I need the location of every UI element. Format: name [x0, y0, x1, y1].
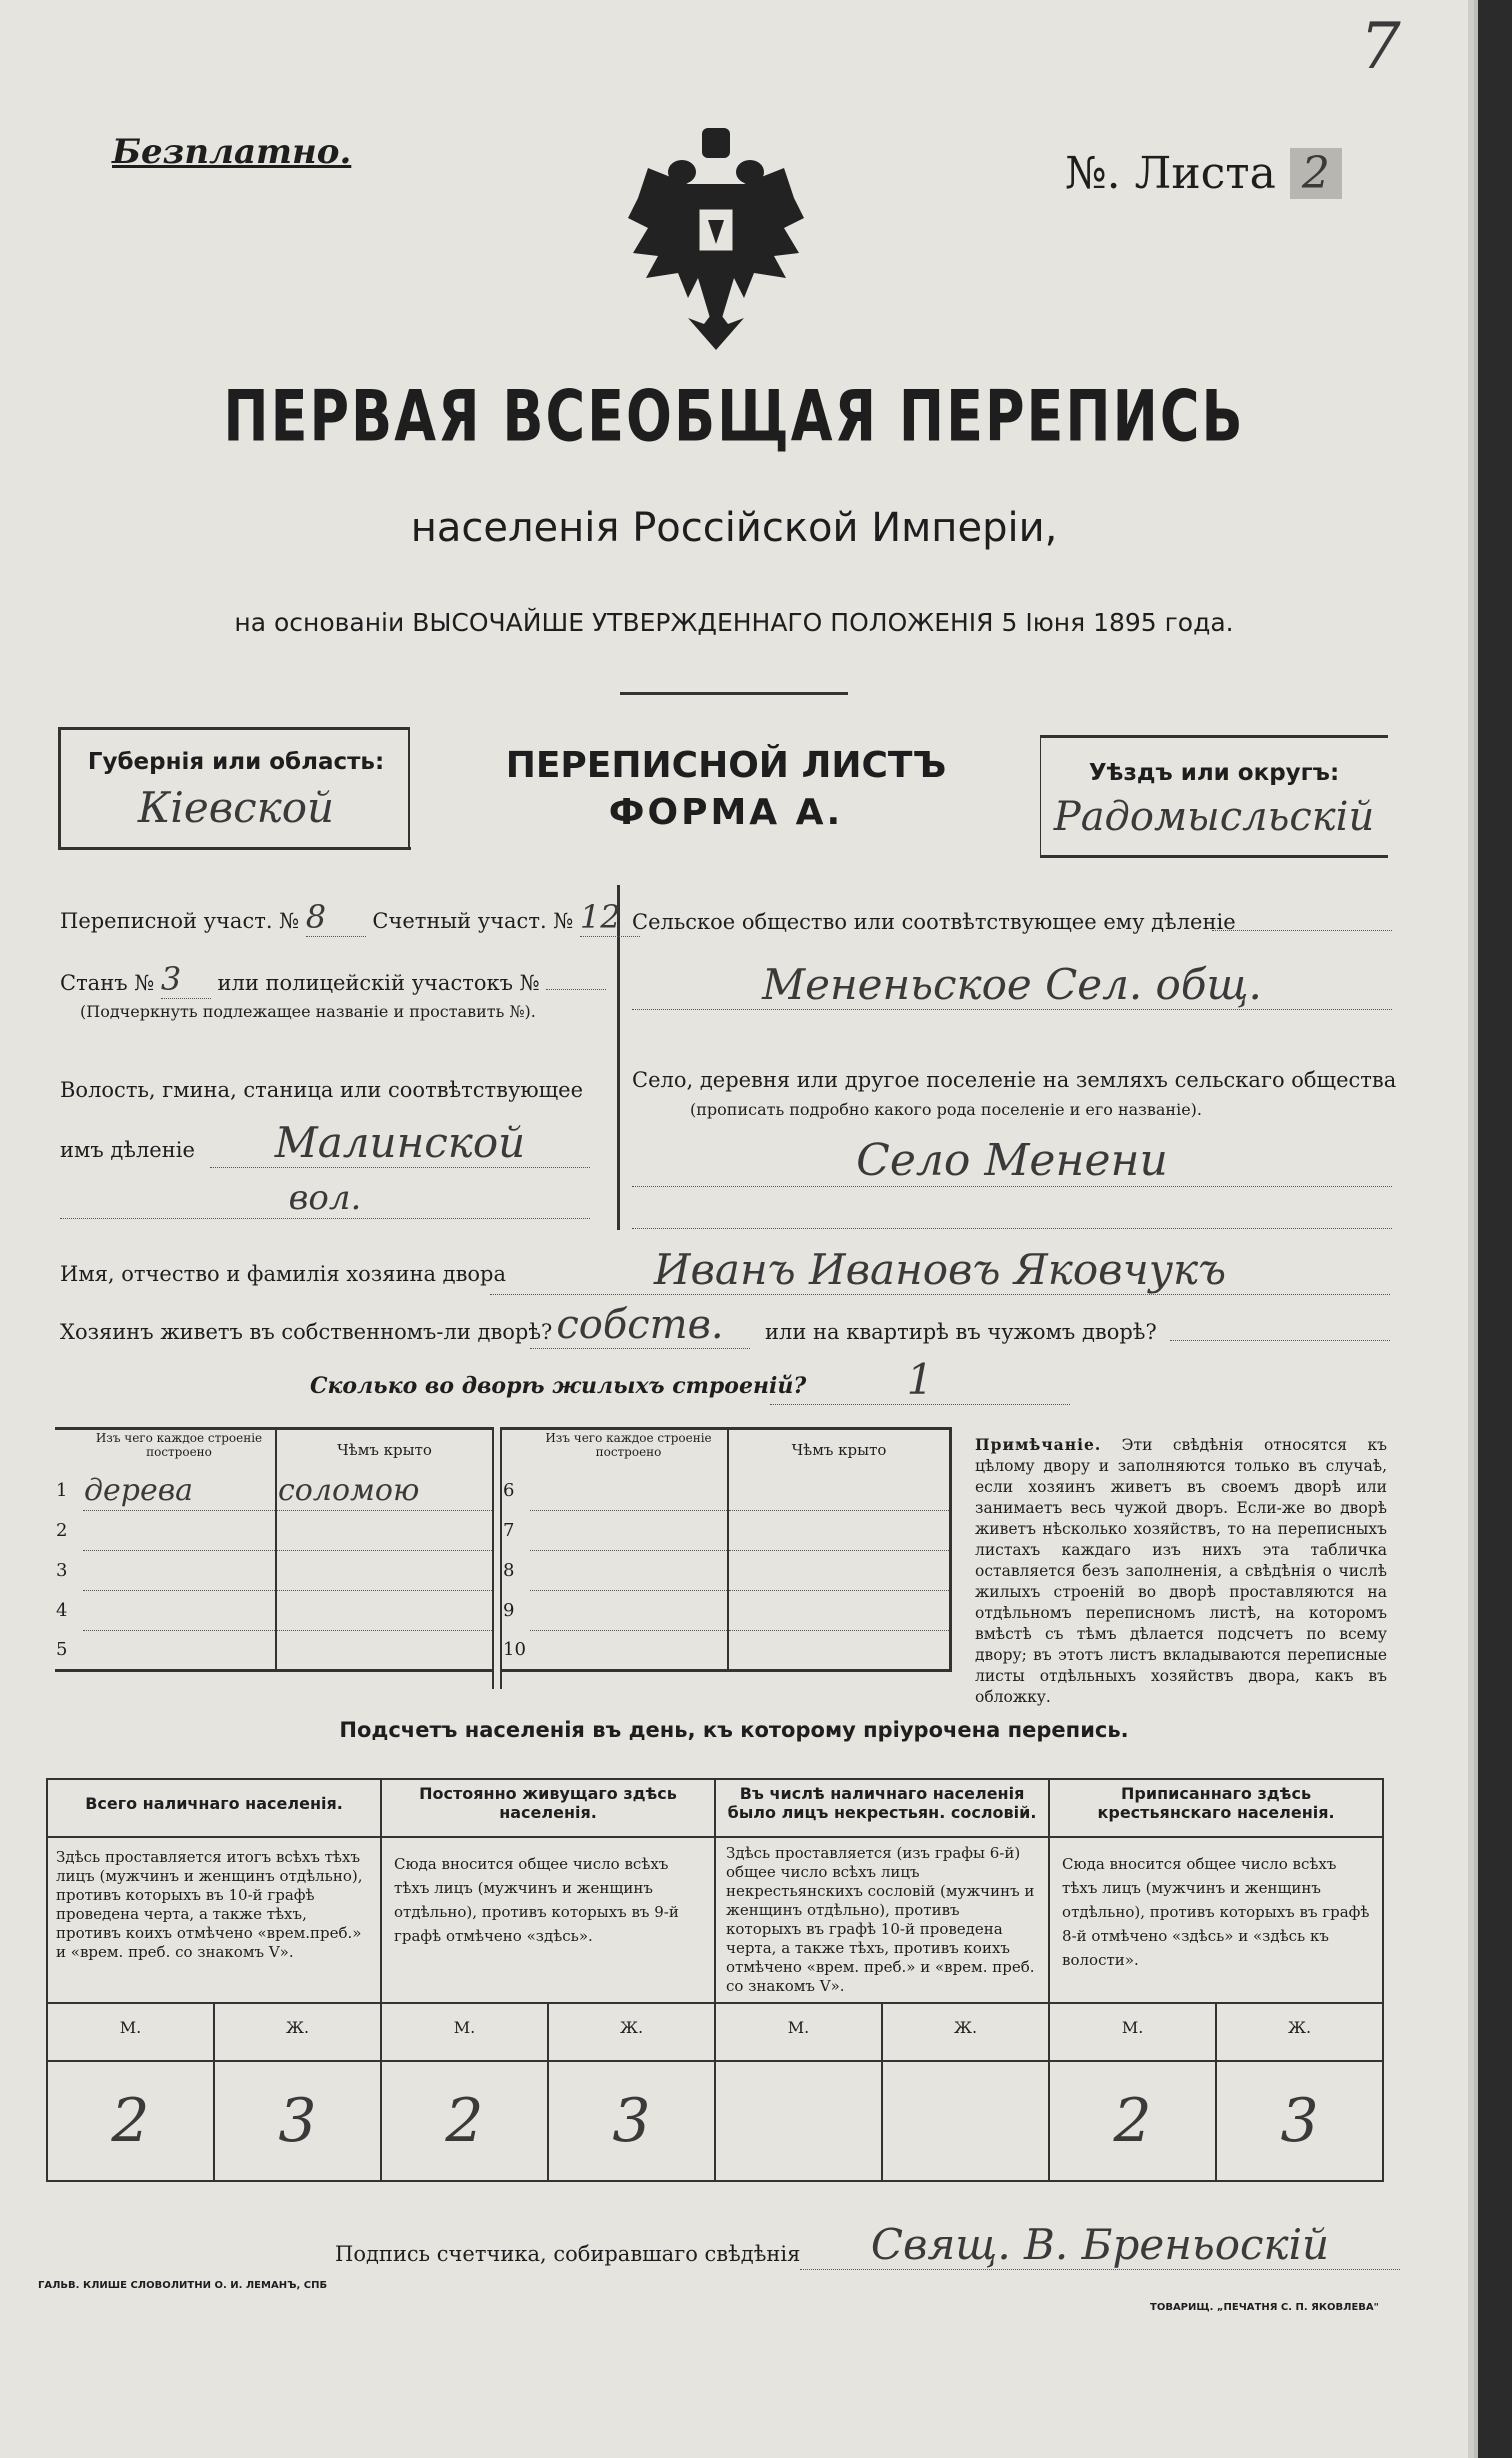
document-subtitle: населенія Россійской Имперіи,: [410, 505, 1058, 551]
free-label: Безплатно.: [112, 132, 352, 172]
uezd-box-bottom: [1040, 855, 1388, 858]
male-label: М.: [47, 2003, 214, 2061]
buildings-col-roof-right: Чѣмъ крыто: [791, 1441, 887, 1460]
form-title-line1: ПЕРЕПИСНОЙ ЛИСТЪ: [505, 745, 947, 786]
building-roof: [728, 1591, 951, 1631]
own-yard-value: собств.: [530, 1302, 750, 1349]
double-headed-eagle-emblem: [628, 128, 804, 350]
form-title-box: [410, 745, 1042, 833]
male-label: М.: [381, 2003, 548, 2061]
male-label: М.: [715, 2003, 882, 2061]
building-roof: [276, 1591, 492, 1631]
volost-label-2: имъ дѣленіе: [60, 1138, 195, 1162]
note-text: Эти свѣдѣнія относятся къ цѣлому двору и заполняются только въ случаѣ, если хозяинъ живетъ въ своемъ дворѣ или занимаетъ весь чужой дворъ. Если-же во дворѣ живетъ нѣсколько хозяйствъ, то на переписныхъ листахъ каждаго изъ нихъ эта табличка оставляется безъ заполненія, а свѣдѣнія о числѣ жилыхъ строеній во дворѣ проставляются на отдѣльномъ переписномъ листѣ, на которомъ вмѣстѣ съ тѣмъ дѣлается подсчетъ по всему двору; въ этотъ листъ вкладываются переписные листы отдѣльныхъ хозяйствъ двора, какъ въ обложку.: [975, 1436, 1387, 1706]
population-desc-permanent: Сюда вносится общее число всѣхъ тѣхъ лицъ (мужчинъ и женщинъ отдѣльно), противъ которыхъ въ 9-й графѣ отмѣчено «здѣсь».: [381, 1837, 715, 2003]
underline-note: (Подчеркнуть подлежащее названіе и проставить №).: [80, 1002, 536, 1021]
society-label: Сельское общество или соотвѣтствующее ему дѣленіе: [632, 910, 1236, 934]
building-roof: [276, 1631, 492, 1671]
female-label: Ж.: [1216, 2003, 1383, 2061]
buildings-table-left: [55, 1427, 492, 1672]
building-row-number: 1: [56, 1480, 68, 1501]
count-non-peasant-female: [882, 2061, 1049, 2181]
volost-value-1: Малинской: [210, 1118, 590, 1168]
population-desc-total: Здѣсь проставляется итогъ всѣхъ тѣхъ лицъ (мужчинъ и женщинъ отдѣльно), противъ которыхъ въ 10-й графѣ проведена черта, а также тѣхъ, противъ коихъ отмѣчено «врем.преб.» и «врем. преб. со знакомъ V».: [47, 1837, 381, 2003]
female-label: Ж.: [882, 2003, 1049, 2061]
buildings-count-value: 1: [770, 1355, 1070, 1405]
uezd-box: [1040, 760, 1388, 840]
population-desc-registered-peasant: Сюда вносится общее число всѣхъ тѣхъ лицъ (мужчинъ и женщинъ отдѣльно), противъ которыхъ въ графѣ 8-й отмѣчено «здѣсь» и «здѣсь къ волости».: [1049, 1837, 1383, 2003]
building-row-number: 8: [503, 1560, 515, 1581]
population-header-non-peasant: Въ числѣ наличнаго населенія было лицъ некрестьян. сословій.: [715, 1779, 1049, 1837]
building-row-number: 3: [56, 1560, 68, 1581]
uezd-box-top: [1040, 735, 1388, 738]
building-roof: [728, 1631, 951, 1671]
stan-label: Станъ №: [60, 971, 155, 995]
sheet-number-value: 2: [1290, 148, 1342, 199]
village-label: Село, деревня или другое поселеніе на земляхъ сельскаго общества: [632, 1068, 1397, 1092]
male-label: М.: [1049, 2003, 1216, 2061]
female-label: Ж.: [214, 2003, 381, 2061]
owner-value: Иванъ Ивановъ Яковчукъ: [490, 1245, 1390, 1295]
count-section-value: 12: [580, 898, 640, 937]
guberniya-value: Кіевской: [137, 783, 335, 832]
own-yard-label: Хозяинъ живетъ въ собственномъ-ли дворѣ?: [60, 1320, 553, 1344]
signature-value: Свящ. В. Бреньоскій: [800, 2220, 1400, 2270]
divider-ornament: [620, 692, 848, 695]
population-desc-non-peasant: Здѣсь проставляется (изъ графы 6-й) общее число всѣхъ лицъ некрестьянскихъ сословій (мужчинъ и женщинъ отдѣльно), противъ которыхъ въ графѣ 10-й проведена черта, а также тѣхъ, противъ коихъ отмѣчено «врем. преб.» и «врем. преб. со знакомъ V».: [715, 1837, 1049, 2003]
count-permanent-male: 2: [381, 2061, 548, 2181]
building-material: [530, 1471, 728, 1511]
building-roof: [728, 1471, 951, 1511]
village-value: Село Менени: [632, 1135, 1392, 1187]
building-material: [530, 1591, 728, 1631]
uezd-value: Радомысльскій: [1053, 794, 1375, 840]
building-material: [530, 1511, 728, 1551]
buildings-col-material-left: Изъ чего каждое строеніе построено: [83, 1429, 276, 1471]
count-registered-male: 2: [1049, 2061, 1216, 2181]
legal-basis: на основаніи ВЫСОЧАЙШЕ УТВЕРЖДЕННАГО ПОЛОЖЕНІЯ 5 Іюня 1895 года.: [234, 608, 1234, 637]
count-non-peasant-male: [715, 2061, 882, 2181]
uezd-label: Уѣздъ или округъ:: [1088, 760, 1340, 786]
footer-right: ТОВАРИЩ. „ПЕЧАТНЯ С. П. ЯКОВЛЕВА": [1150, 2302, 1379, 2313]
building-row-number: 4: [56, 1600, 68, 1621]
guberniya-label: Губернія или область:: [87, 749, 385, 775]
building-material: [83, 1591, 276, 1631]
society-value: Мененьское Сел. общ.: [632, 960, 1392, 1010]
volost-value-2: вол.: [60, 1178, 590, 1219]
buildings-table-separator: [492, 1427, 502, 1689]
census-section-label: Переписной участ. №: [60, 909, 300, 933]
village-note: (прописать подробно какого рода поселеніе и его названіе).: [690, 1100, 1202, 1119]
building-roof: [276, 1551, 492, 1591]
signature-label: Подпись счетчика, собиравшаго свѣдѣнія: [335, 2242, 801, 2266]
building-material: [83, 1551, 276, 1591]
buildings-col-material-right: Изъ чего каждое строеніе построено: [530, 1429, 728, 1471]
population-title: Подсчетъ населенія въ день, къ которому пріурочена перепись.: [339, 1718, 1129, 1742]
population-table: [46, 1778, 1384, 2182]
stan-row: [60, 960, 606, 999]
building-row-number: 7: [503, 1520, 515, 1541]
building-row-number: 9: [503, 1600, 515, 1621]
building-row-number: 5: [56, 1639, 68, 1661]
count-permanent-female: 3: [548, 2061, 715, 2181]
buildings-col-roof-left: Чѣмъ крыто: [337, 1441, 432, 1460]
sheet-number-label: №. Листа: [1065, 148, 1276, 199]
guberniya-box: [58, 727, 411, 850]
census-section-value: 8: [306, 898, 366, 937]
volost-label-1: Волость, гмина, станица или соотвѣтствующее: [60, 1078, 584, 1102]
count-registered-female: 3: [1216, 2061, 1383, 2181]
footer-left: ГАЛЬВ. КЛИШЕ СЛОВОЛИТНИ О. И. ЛЕМАНЪ, СПБ: [38, 2280, 328, 2291]
police-section-label: или полицейскій участокъ №: [217, 971, 540, 995]
stan-value: 3: [161, 960, 211, 999]
building-roof: соломою: [276, 1471, 492, 1511]
sheet-number: [1065, 148, 1342, 199]
population-header-permanent: Постоянно живущаго здѣсь населенія.: [381, 1779, 715, 1837]
buildings-count-label: Сколько во дворѣ жилыхъ строеній?: [310, 1373, 807, 1399]
count-total-female: 3: [214, 2061, 381, 2181]
other-yard-line: [1170, 1340, 1390, 1341]
guberniya-box-top: [58, 727, 408, 730]
population-header-registered-peasant: Приписаннаго здѣсь крестьянскаго населенія.: [1049, 1779, 1383, 1837]
owner-label: Имя, отчество и фамилія хозяина двора: [60, 1262, 507, 1286]
building-material: [83, 1631, 276, 1671]
building-row-number: 2: [56, 1520, 68, 1541]
building-material: [530, 1551, 728, 1591]
society-label-line: [1212, 930, 1392, 931]
document-title: ПЕРВАЯ ВСЕОБЩАЯ ПЕРЕПИСЬ: [223, 375, 1245, 458]
building-material: дерева: [83, 1471, 276, 1511]
buildings-table-right: [502, 1427, 952, 1672]
female-label: Ж.: [548, 2003, 715, 2061]
building-roof: [728, 1551, 951, 1591]
note-title: Примѣчаніе.: [975, 1435, 1102, 1454]
building-row-number: 6: [503, 1480, 515, 1501]
corner-number: 7: [1360, 10, 1401, 84]
building-row-number: 10: [503, 1639, 526, 1661]
count-total-male: 2: [47, 2061, 214, 2181]
building-material: [530, 1631, 728, 1671]
building-material: [83, 1511, 276, 1551]
police-section-value: [546, 989, 606, 990]
census-section-row: [60, 898, 640, 937]
note-block: [975, 1434, 1387, 1708]
other-yard-label: или на квартирѣ въ чужомъ дворѣ?: [765, 1320, 1157, 1344]
count-section-label: Счетный участ. №: [372, 909, 574, 933]
building-roof: [276, 1511, 492, 1551]
population-header-total: Всего наличнаго населенія.: [47, 1779, 381, 1837]
village-extra-line: [632, 1228, 1392, 1229]
building-roof: [728, 1511, 951, 1551]
form-title-line2: ФОРМА А.: [608, 792, 844, 833]
